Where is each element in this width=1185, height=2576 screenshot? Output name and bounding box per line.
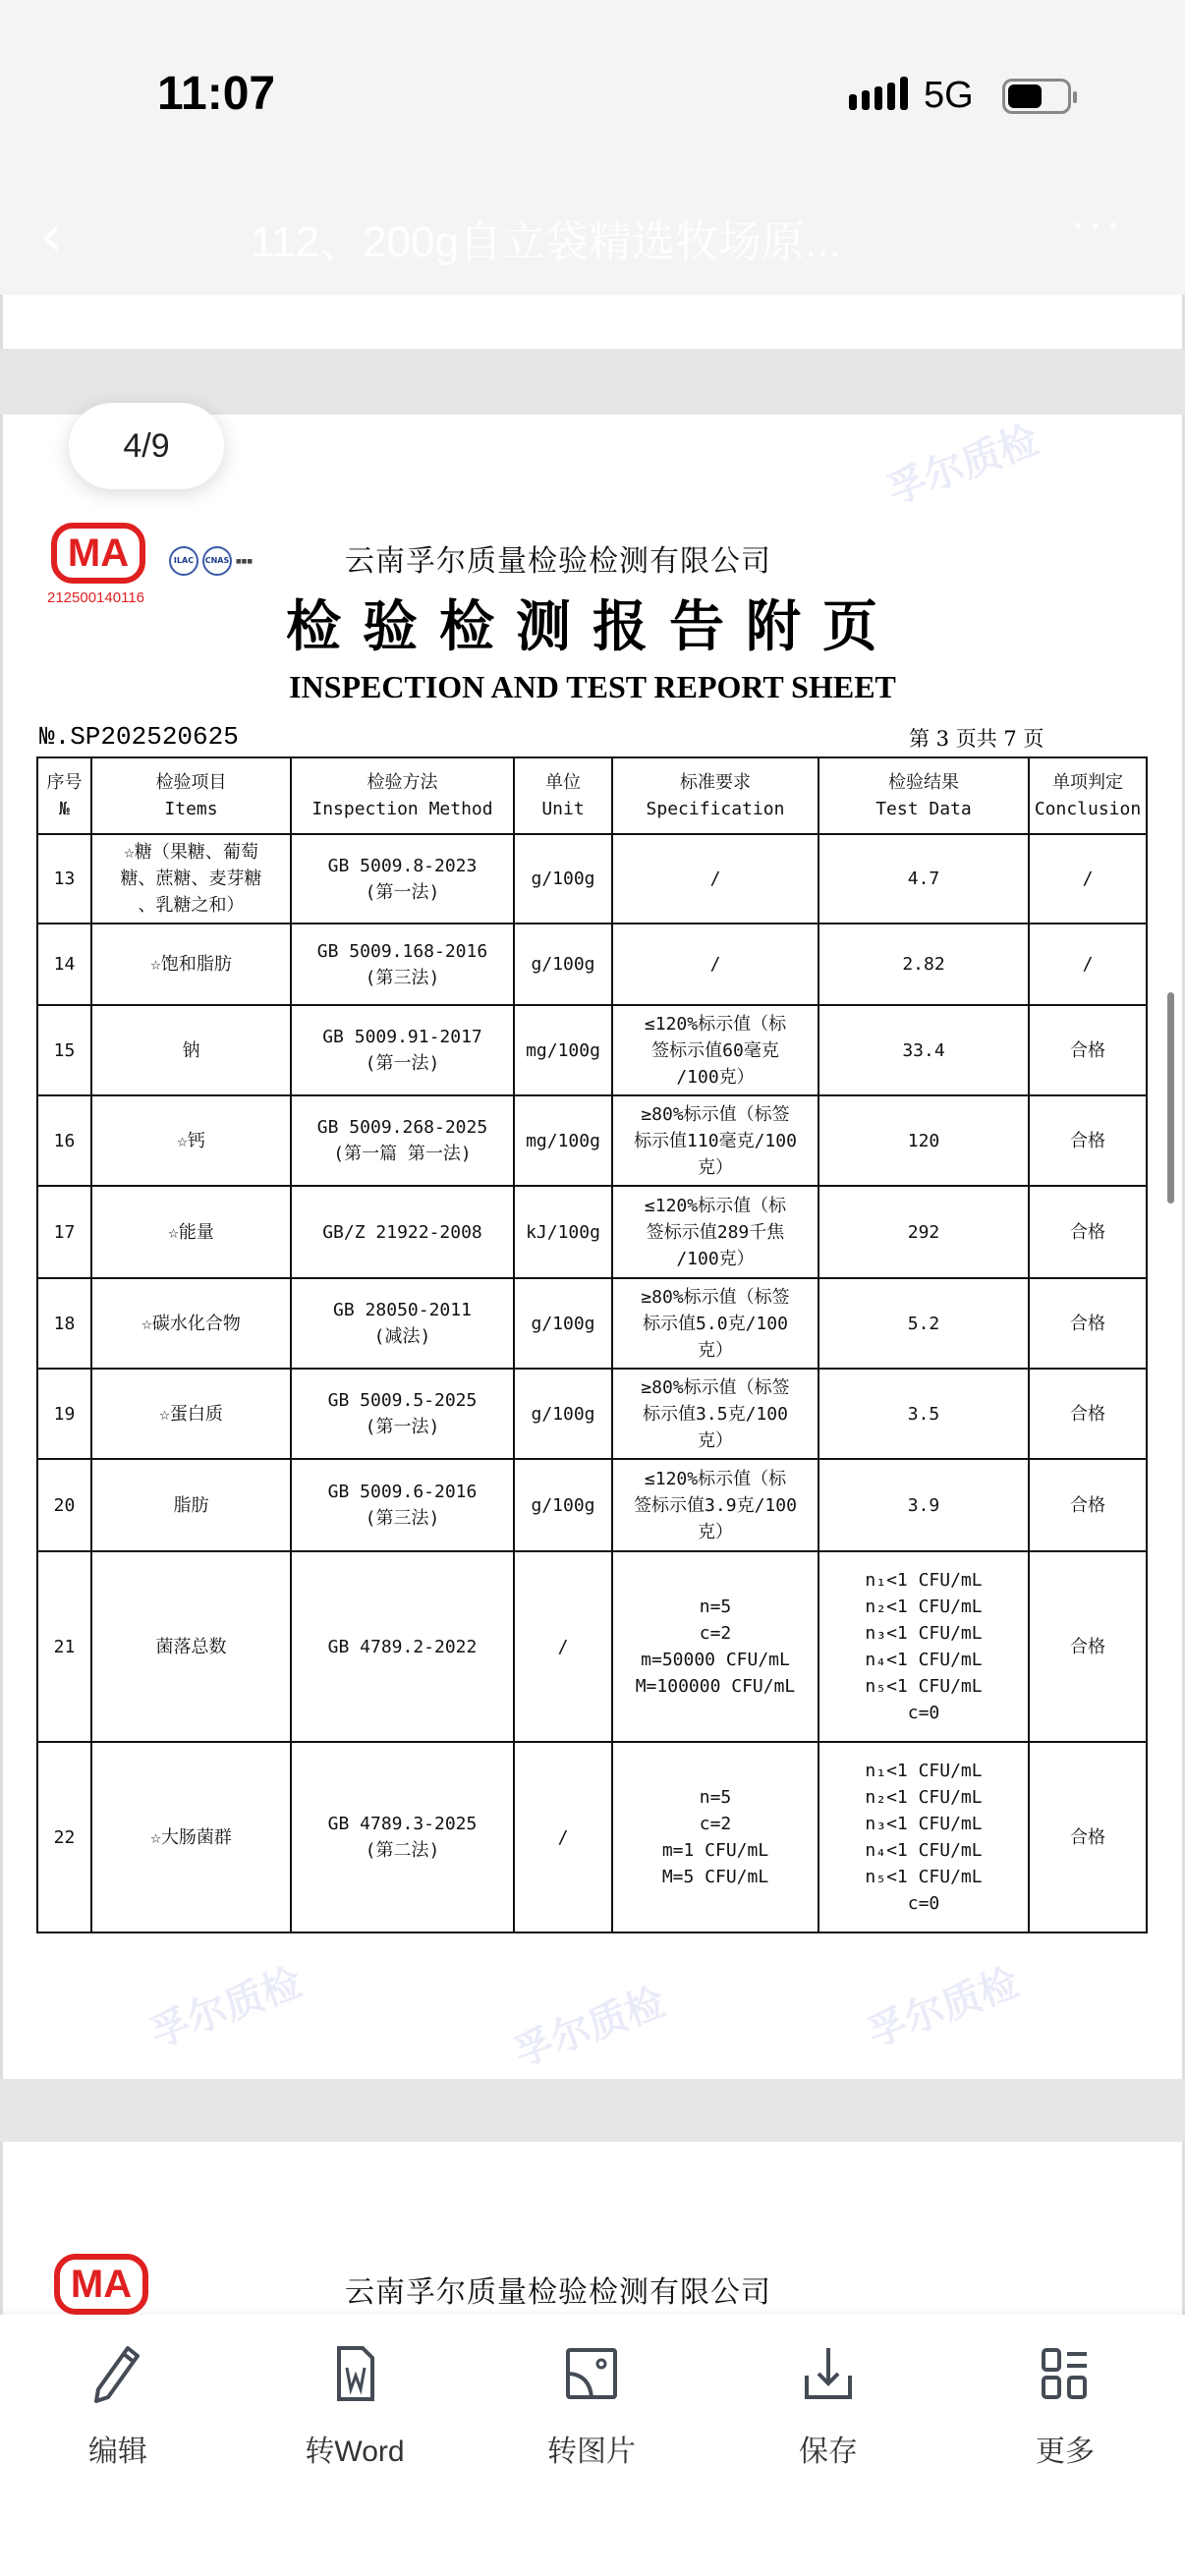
table-row — [37, 924, 1147, 1005]
more-options-button[interactable]: ··· — [1071, 201, 1124, 252]
cell-no: 16 — [37, 1095, 91, 1186]
cell-method: GB/Z 21922-2008 — [291, 1186, 514, 1278]
cell-item: 菌落总数 — [91, 1551, 291, 1742]
cell-unit: / — [514, 1742, 612, 1932]
company-name: 云南孚尔质量检验检测有限公司 — [345, 2275, 771, 2310]
cell-conclusion: 合格 — [1029, 1095, 1147, 1186]
cell-no: 22 — [37, 1742, 91, 1932]
table-row — [37, 1005, 1147, 1095]
table-row — [37, 1459, 1147, 1551]
cell-spec: n=5 c=2 m=50000 CFU/mL M=100000 CFU/mL — [612, 1551, 818, 1742]
cell-unit: g/100g — [514, 924, 612, 1005]
convert-word-button[interactable]: 转Word — [276, 2344, 433, 2470]
cell-spec: ≥80%标示值（标签 标示值3.5克/100 克） — [612, 1369, 818, 1459]
cell-no: 18 — [37, 1278, 91, 1369]
cell-unit: mg/100g — [514, 1005, 612, 1095]
cell-method: GB 5009.6-2016 (第三法) — [291, 1459, 514, 1551]
cell-result: 3.9 — [818, 1459, 1029, 1551]
table-row — [37, 1095, 1147, 1186]
cell-item: ☆糖（果糖、葡萄 糖、蔗糖、麦芽糖 、乳糖之和） — [91, 834, 291, 924]
cell-item: ☆饱和脂肪 — [91, 924, 291, 1005]
cell-result: n₁<1 CFU/mL n₂<1 CFU/mL n₃<1 CFU/mL n₄<1 CFU/mL n₅<1 CFU/mL c=0 — [818, 1551, 1029, 1742]
table-row — [37, 834, 1147, 924]
download-icon — [799, 2344, 858, 2403]
table-row — [37, 1742, 1147, 1932]
status-time: 11:07 — [157, 68, 276, 120]
cell-spec: / — [612, 834, 818, 924]
cell-conclusion: 合格 — [1029, 1551, 1147, 1742]
grid-more-icon — [1036, 2344, 1095, 2403]
report-title-en: INSPECTION AND TEST REPORT SHEET — [289, 669, 896, 704]
cell-result: n₁<1 CFU/mL n₂<1 CFU/mL n₃<1 CFU/mL n₄<1 CFU/mL n₅<1 CFU/mL c=0 — [818, 1742, 1029, 1932]
cell-spec: / — [612, 924, 818, 1005]
cell-item: ☆碳水化合物 — [91, 1278, 291, 1369]
top-bar — [0, 0, 1185, 295]
table-row — [37, 1186, 1147, 1278]
header-method: 检验方法 Inspection Method — [291, 757, 514, 834]
cell-no: 19 — [37, 1369, 91, 1459]
cell-no: 15 — [37, 1005, 91, 1095]
cell-method: GB 28050-2011 (减法) — [291, 1278, 514, 1369]
cell-item: 钠 — [91, 1005, 291, 1095]
cell-conclusion: / — [1029, 924, 1147, 1005]
cell-unit: g/100g — [514, 1459, 612, 1551]
edit-button[interactable]: 编辑 — [39, 2344, 197, 2470]
cell-item: ☆能量 — [91, 1186, 291, 1278]
results-table — [36, 756, 1148, 1933]
header-conclusion: 单项判定 Conclusion — [1029, 757, 1147, 834]
table-row — [37, 1278, 1147, 1369]
cell-conclusion: / — [1029, 834, 1147, 924]
company-name: 云南孚尔质量检验检测有限公司 — [345, 544, 771, 579]
cell-item: ☆蛋白质 — [91, 1369, 291, 1459]
cell-spec: ≥80%标示值（标签 标示值5.0克/100 克） — [612, 1278, 818, 1369]
cell-result: 292 — [818, 1186, 1029, 1278]
document-title: 112、200g自立袋精选牧场原... — [251, 218, 841, 266]
cell-spec: ≤120%标示值（标 签标示值3.9克/100 克） — [612, 1459, 818, 1551]
cell-method: GB 5009.268-2025 (第一篇 第一法) — [291, 1095, 514, 1186]
cell-item: ☆大肠菌群 — [91, 1742, 291, 1932]
cell-method: GB 5009.168-2016 (第三法) — [291, 924, 514, 1005]
header-no: 序号 № — [37, 757, 91, 834]
header-result: 检验结果 Test Data — [818, 757, 1029, 834]
cell-result: 3.5 — [818, 1369, 1029, 1459]
cell-method: GB 5009.91-2017 (第一法) — [291, 1005, 514, 1095]
cell-no: 21 — [37, 1551, 91, 1742]
cell-item: 脂肪 — [91, 1459, 291, 1551]
cell-conclusion: 合格 — [1029, 1742, 1147, 1932]
cell-result: 120 — [818, 1095, 1029, 1186]
report-number: №.SP202520625 — [39, 722, 239, 752]
report-title: 检验检测报告附页 — [286, 594, 899, 659]
cell-unit: g/100g — [514, 1369, 612, 1459]
scrollbar[interactable] — [1167, 992, 1174, 1204]
cell-method: GB 4789.3-2025 (第二法) — [291, 1742, 514, 1932]
convert-image-button[interactable]: 转图片 — [513, 2344, 670, 2470]
cell-conclusion: 合格 — [1029, 1278, 1147, 1369]
cma-code: 212500140116 — [47, 589, 144, 606]
back-button[interactable]: ‹ — [39, 201, 63, 270]
cell-no: 13 — [37, 834, 91, 924]
cell-result: 5.2 — [818, 1278, 1029, 1369]
word-file-icon — [325, 2344, 384, 2403]
cell-conclusion: 合格 — [1029, 1186, 1147, 1278]
next-page — [0, 2142, 1185, 2315]
cell-unit: mg/100g — [514, 1095, 612, 1186]
cell-unit: kJ/100g — [514, 1186, 612, 1278]
cell-no: 17 — [37, 1186, 91, 1278]
network-type: 5G — [924, 75, 974, 116]
cell-method: GB 4789.2-2022 — [291, 1551, 514, 1742]
cell-spec: ≤120%标示值（标 签标示值289千焦 /100克） — [612, 1186, 818, 1278]
cnas-logo: ILAC CNAS ■■■ — [169, 546, 261, 576]
more-button[interactable]: 更多 — [987, 2344, 1144, 2470]
header-item: 检验项目 Items — [91, 757, 291, 834]
cell-spec: ≤120%标示值（标 签标示值60毫克 /100克） — [612, 1005, 818, 1095]
cell-unit: g/100g — [514, 1278, 612, 1369]
signal-icon — [849, 77, 908, 110]
save-button[interactable]: 保存 — [750, 2344, 907, 2470]
table-row — [37, 1551, 1147, 1742]
cma-logo: MA — [51, 523, 145, 584]
table-row — [37, 1369, 1147, 1459]
cell-result: 2.82 — [818, 924, 1029, 1005]
cma-logo: MA — [54, 2254, 148, 2315]
cell-result: 4.7 — [818, 834, 1029, 924]
cell-conclusion: 合格 — [1029, 1369, 1147, 1459]
cell-item: ☆钙 — [91, 1095, 291, 1186]
cell-spec: ≥80%标示值（标签 标示值110毫克/100 克） — [612, 1095, 818, 1186]
page-indicator: 4/9 — [69, 403, 224, 489]
battery-icon — [1002, 79, 1071, 114]
cell-no: 14 — [37, 924, 91, 1005]
pencil-icon — [88, 2344, 147, 2403]
image-icon — [562, 2344, 621, 2403]
table-header — [37, 757, 1147, 834]
cell-conclusion: 合格 — [1029, 1459, 1147, 1551]
cell-unit: / — [514, 1551, 612, 1742]
page-count: 第 3 页共 7 页 — [909, 727, 1044, 751]
cell-unit: g/100g — [514, 834, 612, 924]
cell-no: 20 — [37, 1459, 91, 1551]
cell-conclusion: 合格 — [1029, 1005, 1147, 1095]
previous-page — [0, 295, 1185, 349]
cell-method: GB 5009.8-2023 (第一法) — [291, 834, 514, 924]
cell-result: 33.4 — [818, 1005, 1029, 1095]
header-unit: 单位 Unit — [514, 757, 612, 834]
header-spec: 标准要求 Specification — [612, 757, 818, 834]
cell-spec: n=5 c=2 m=1 CFU/mL M=5 CFU/mL — [612, 1742, 818, 1932]
cell-method: GB 5009.5-2025 (第一法) — [291, 1369, 514, 1459]
bottom-toolbar — [0, 2315, 1185, 2576]
